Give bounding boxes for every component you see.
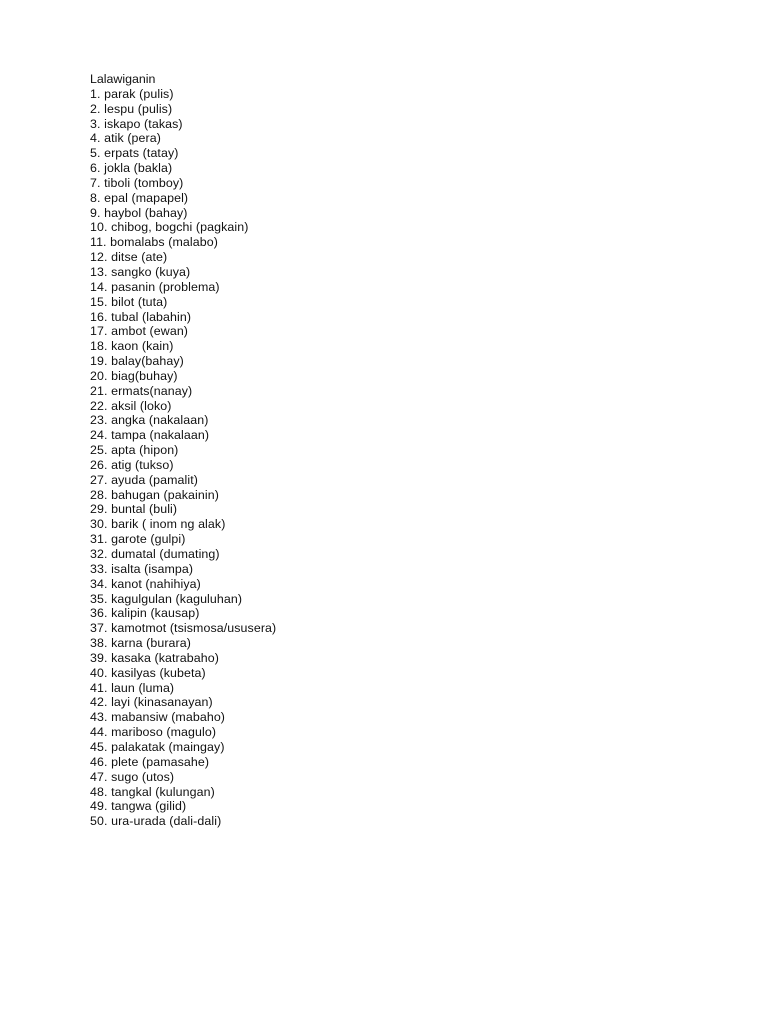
list-item-text: erpats (tatay) [104, 146, 179, 161]
list-item-number: 23. [90, 413, 108, 428]
list-item [90, 651, 710, 666]
list-item-text: palakatak (maingay) [111, 739, 225, 754]
list-item-number: 46. [90, 754, 108, 769]
list-item-text: kanot (nahihiya) [111, 576, 201, 591]
list-item-number: 28. [90, 487, 108, 502]
list-item [90, 621, 710, 636]
list-item-text: pasanin (problema) [111, 279, 220, 294]
list-item [90, 562, 710, 577]
list-item-text: atik (pera) [104, 131, 161, 146]
list-item-text: kagulgulan (kaguluhan) [111, 591, 243, 606]
list-item-text: tampa (nakalaan) [111, 428, 210, 443]
list-item [90, 102, 710, 117]
list-item-number: 32. [90, 547, 108, 561]
list-item-number: 38. [90, 636, 108, 651]
list-item [90, 87, 710, 102]
list-item-text: bahugan (pakainin) [111, 487, 219, 502]
list-item-number: 20. [90, 368, 108, 383]
list-item [90, 636, 710, 651]
list-item-text: kasaka (katrabaho) [111, 650, 219, 665]
list-item-text: kaon (kain) [111, 339, 174, 354]
list-item [90, 725, 710, 740]
list-item-text: sugo (utos) [111, 769, 175, 784]
list-item-number: 31. [90, 532, 108, 547]
list-item [90, 770, 710, 785]
list-item-text: parak (pulis) [104, 86, 174, 101]
list-item-number: 4. [90, 131, 101, 146]
list-item-text: biag(buhay) [111, 368, 178, 383]
list-item [90, 369, 710, 384]
list-item-number: 15. [90, 294, 108, 309]
list-item-number: 43. [90, 710, 108, 725]
list-item-text: iskapo (takas) [104, 116, 183, 131]
list-item-number: 10. [90, 220, 108, 235]
list-item-number: 22. [90, 398, 108, 413]
list-item [90, 146, 710, 161]
list-item-text: kamotmot (tsismosa/ususera) [111, 621, 277, 636]
list-item-text: angka (nakalaan) [111, 413, 209, 428]
list-item-text: tiboli (tomboy) [104, 175, 184, 190]
list-item-number: 18. [90, 339, 108, 354]
list-item [90, 532, 710, 547]
list-item [90, 488, 710, 503]
list-item-number: 49. [90, 799, 108, 814]
list-item [90, 606, 710, 621]
list-item-number: 48. [90, 784, 108, 799]
list-item [90, 295, 710, 310]
list-item [90, 131, 710, 146]
word-list [90, 87, 710, 829]
list-item-number: 8. [90, 190, 101, 205]
list-item-text: mariboso (magulo) [111, 725, 217, 740]
list-item-number: 50. [90, 814, 108, 829]
list-item-text: lespu (pulis) [104, 101, 173, 116]
list-item [90, 310, 710, 325]
list-item-number: 1. [90, 86, 101, 101]
list-item-text: garote (gulpi) [111, 532, 186, 547]
list-item [90, 502, 710, 517]
list-item-number: 21. [90, 383, 108, 398]
list-item-number: 34. [90, 576, 108, 591]
list-item-number: 25. [90, 443, 108, 458]
list-item [90, 785, 710, 800]
document-page [90, 72, 710, 829]
list-item-text: haybol (bahay) [104, 205, 188, 220]
list-item-number: 30. [90, 517, 108, 532]
list-item-text: mabansiw (mabaho) [111, 710, 226, 725]
list-item-text: buntal (buli) [111, 502, 178, 517]
list-item-number: 35. [90, 591, 108, 606]
list-item-text: aksil (loko) [111, 398, 172, 413]
list-item-number: 5. [90, 146, 101, 161]
list-item-text: karna (burara) [111, 636, 191, 651]
list-item-number: 14. [90, 279, 108, 294]
list-item [90, 250, 710, 265]
list-item-number: 2. [90, 101, 101, 116]
list-item [90, 354, 710, 369]
list-item-text: layi (kinasanayan) [111, 695, 213, 710]
list-item-number: 47. [90, 769, 108, 784]
list-item-text: apta (hipon) [111, 443, 179, 458]
list-item-number: 6. [90, 161, 101, 176]
list-item-number: 19. [90, 354, 108, 369]
list-item-number: 11. [90, 235, 107, 250]
list-item [90, 206, 710, 221]
list-item-text: bomalabs (malabo) [110, 235, 218, 250]
list-item-text: jokla (bakla) [104, 161, 173, 176]
list-item-number: 42. [90, 695, 108, 710]
list-item-number: 40. [90, 665, 108, 680]
list-item [90, 399, 710, 414]
list-item [90, 592, 710, 607]
list-item-text: tangwa (gilid) [111, 799, 187, 814]
list-item-text: ura-urada (dali-dali) [111, 814, 222, 829]
list-item-number: 27. [90, 472, 108, 487]
list-item-number: 39. [90, 650, 108, 665]
list-item [90, 740, 710, 755]
list-item [90, 324, 710, 339]
list-item-text: tubal (labahin) [111, 309, 192, 324]
list-item [90, 799, 710, 814]
list-item-number: 37. [90, 621, 108, 636]
list-item-text: chibog, bogchi (pagkain) [111, 220, 249, 235]
list-item [90, 473, 710, 488]
list-item [90, 280, 710, 295]
list-item [90, 235, 710, 250]
list-item [90, 517, 710, 532]
list-item [90, 695, 710, 710]
list-item-number: 45. [90, 739, 108, 754]
list-item-text: barik ( inom ng alak) [111, 517, 226, 532]
list-item [90, 413, 710, 428]
list-item [90, 710, 710, 725]
list-item [90, 384, 710, 399]
list-item-text: kalipin (kausap) [111, 606, 200, 621]
list-item-text: balay(bahay) [111, 354, 184, 369]
list-item [90, 339, 710, 354]
list-item-number: 44. [90, 725, 108, 740]
list-item-text: kasilyas (kubeta) [111, 665, 206, 680]
list-item [90, 755, 710, 770]
list-item [90, 191, 710, 206]
list-item-text: bilot (tuta) [111, 294, 168, 309]
list-item-number: 26. [90, 457, 108, 472]
list-item [90, 547, 710, 562]
list-item-number: 17. [90, 324, 108, 339]
list-item-text: plete (pamasahe) [111, 754, 210, 769]
list-item [90, 577, 710, 592]
list-item-text: ambot (ewan) [111, 324, 189, 339]
document-title: Lalawiganin [90, 72, 156, 86]
list-item-number: 33. [90, 561, 108, 576]
list-item-text: dumatal (dumating) [111, 547, 220, 561]
list-item-number: 29. [90, 502, 108, 517]
list-item-number: 9. [90, 205, 101, 220]
list-item-number: 12. [90, 250, 108, 265]
list-item [90, 458, 710, 473]
list-item [90, 666, 710, 681]
list-item-number: 3. [90, 116, 101, 131]
list-item-text: ayuda (pamalit) [111, 472, 198, 487]
list-item [90, 265, 710, 280]
list-item-text: ermats(nanay) [111, 383, 193, 398]
list-item [90, 814, 710, 829]
list-item-text: atig (tukso) [111, 457, 174, 472]
list-item-number: 7. [90, 175, 101, 190]
list-item-text: ditse (ate) [111, 250, 168, 265]
list-item-number: 36. [90, 606, 108, 621]
list-item [90, 443, 710, 458]
list-item-text: epal (mapapel) [104, 190, 189, 205]
list-item-number: 41. [90, 680, 108, 695]
list-item-text: laun (luma) [111, 680, 175, 695]
list-item-text: sangko (kuya) [111, 264, 191, 279]
list-item [90, 176, 710, 191]
list-item [90, 161, 710, 176]
list-item [90, 428, 710, 443]
list-item [90, 220, 710, 235]
list-item-number: 16. [90, 309, 108, 324]
list-item-number: 13. [90, 264, 108, 279]
list-item [90, 117, 710, 132]
list-item-text: isalta (isampa) [111, 561, 194, 576]
list-item-text: tangkal (kulungan) [111, 784, 215, 799]
list-item-number: 24. [90, 428, 108, 443]
list-item [90, 681, 710, 696]
